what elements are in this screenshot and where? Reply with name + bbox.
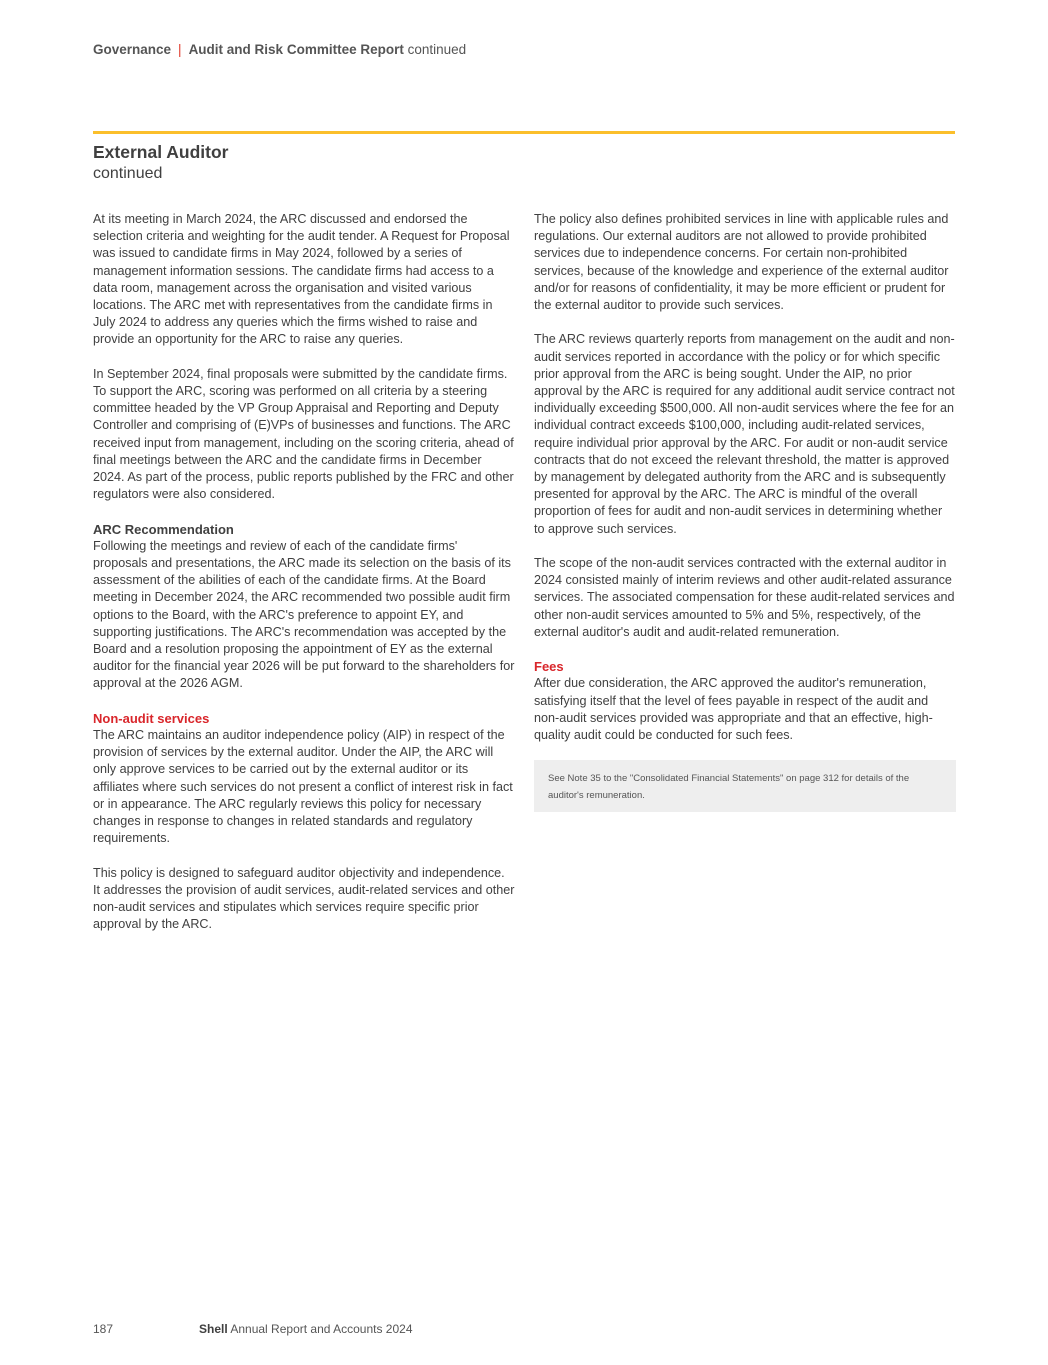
footer-publication: Annual Report and Accounts 2024 <box>230 1322 413 1336</box>
page-number: 187 <box>93 1322 114 1336</box>
left-column <box>93 211 515 951</box>
breadcrumb-separator: | <box>178 42 182 57</box>
paragraph-policy-safeguard: This policy is designed to safeguard auditor objectivity and independence. It addresses the provision of audit services, audit-related services and other non-audit services and stipulates which services require specific prior approval by the ARC. <box>93 865 515 932</box>
paragraph-quarterly-reports: The ARC reviews quarterly reports from management on the audit and non-audit services reported in accordance with the policy or for which specific prior approval from the ARC is being sought. Under the AIP, no prior approval by the ARC is required for any additional audit service contract not individually exceeding $500,000. All non-audit services where the fee for an individual contract exceeds $100,000, including audit-related services, require individual prior approval by the ARC. For audit or non-audit service contracts that do not exceed the relevant threshold, the matter is approved by management by delegated authority from the ARC and is subsequently presented for approval by the ARC. The ARC is mindful of the overall proportion of fees for audit and non-audit services in determining whether to approve such services. <box>534 332 955 536</box>
breadcrumb <box>93 42 466 57</box>
breadcrumb-title[interactable]: Audit and Risk Committee Report <box>188 42 404 57</box>
paragraph-final-proposals: In September 2024, final proposals were submitted by the candidate firms. To support the ARC, scoring was performed on all criteria by a steering committee headed by the VP Group Appraisal and Reporting and Deputy Controller and comprising of (E)VPs of businesses and functions. The ARC received input from management, including on the scoring criteria, ahead of final meetings between the ARC and the candidate firms in December 2024. As part of the process, public reports published by the FRC and other regulators were also considered. <box>93 366 514 502</box>
page-footer <box>93 1322 413 1336</box>
paragraph-recommendation: Following the meetings and review of each of the candidate firms' proposals and presentations, the ARC made its selection on the basis of its assessment of the abilities of each of the candidate firms. At the Board meeting in December 2024, the ARC recommended two possible audit firm options to the Board, with the ARC's preference to appoint EY, and supporting justifications. The ARC's recommendation was accepted by the Board and a resolution proposing the appointment of EY as the external auditor for the financial year 2026 will be put forward to the shareholders for approval at the 2026 AGM. <box>93 538 515 691</box>
breadcrumb-continued: continued <box>407 42 467 57</box>
breadcrumb-section[interactable]: Governance <box>93 42 172 57</box>
subheading-arc-recommendation: ARC Recommendation <box>93 521 234 537</box>
right-column <box>534 211 956 812</box>
subheading-non-audit-services: Non-audit services <box>93 710 210 726</box>
footer-brand: Shell <box>199 1322 228 1336</box>
subheading-fees: Fees <box>534 659 564 675</box>
note-link-text[interactable]: See Note 35 to the "Consolidated Financial Statements" on page 312 for details of the auditor's remuneration. <box>548 773 910 802</box>
paragraph-prohibited-services: The policy also defines prohibited services in line with applicable rules and regulations. Our external auditors are not allowed to provide prohibited services due to independence concerns. For certain non-prohibited services, because of the knowledge and experience of the external auditor and/or for reasons of confidentiality, it may be more efficient or prudent for the external auditor to provide such services. <box>534 212 949 313</box>
paragraph-fees: After due consideration, the ARC approved the auditor's remuneration, satisfying itself that the level of fees payable in respect of the audit and non-audit services provided was appropriate and that an effective, high-quality audit could be conducted for such fees. <box>534 676 933 743</box>
section-title: External Auditor <box>93 142 229 162</box>
paragraph-independence-policy: The ARC maintains an auditor independence policy (AIP) in respect of the provision of services by the external auditor. Under the AIP, the ARC will only approve services to be carried out by the external auditor or its affiliates where such services do not present a conflict of interest risk in fact or in appearance. The ARC regularly reviews this policy for necessary changes in response to changes in related standards and regulatory requirements. <box>93 728 513 846</box>
section-heading <box>93 141 228 185</box>
note-box <box>534 760 956 812</box>
section-subtitle: continued <box>93 165 163 182</box>
section-divider <box>93 131 955 134</box>
paragraph-audit-tender: At its meeting in March 2024, the ARC discussed and endorsed the selection criteria and weighting for the audit tender. A Request for Proposal was issued to candidate firms in May 2024, followed by a series of management information sessions. The candidate firms had access to a data room, management across the organisation and visited various locations. The ARC met with representatives from the candidate firms in July 2024 to address any queries which the firms wished to raise and provide an opportunity for the ARC to raise any queries. <box>93 212 510 347</box>
paragraph-non-audit-scope: The scope of the non-audit services contracted with the external auditor in 2024 consisted mainly of interim reviews and other audit-related assurance services. The associated compensation for these audit-related services and other non-audit services amounted to 5% and 5%, respectively, of the external auditor's audit and audit-related remuneration. <box>534 556 955 639</box>
